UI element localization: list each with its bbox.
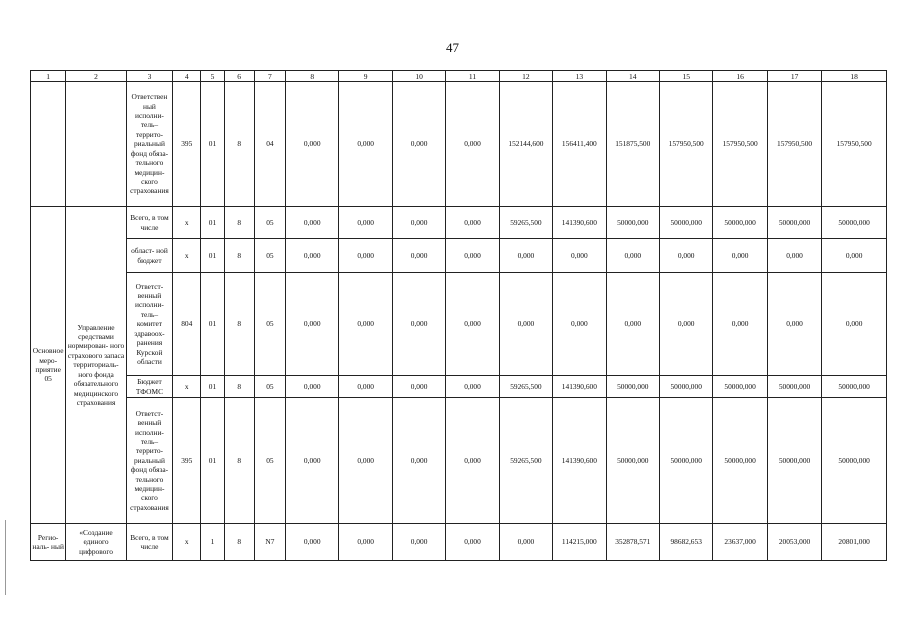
- value-cell: 50000,000: [767, 398, 821, 524]
- column-number: 8: [286, 71, 339, 82]
- value-cell: 20801,000: [822, 524, 887, 561]
- code-cell: 01: [201, 207, 224, 239]
- column-number: 16: [713, 71, 767, 82]
- code-cell: х: [173, 376, 201, 398]
- value-cell: 0,000: [339, 82, 392, 207]
- code-cell: N7: [254, 524, 285, 561]
- value-cell: 352878,571: [606, 524, 659, 561]
- measure-name-cell: Основное меро- приятие 05: [31, 207, 66, 524]
- value-cell: 0,000: [286, 524, 339, 561]
- column-number: 3: [126, 71, 172, 82]
- value-cell: 0,000: [713, 273, 767, 376]
- value-cell: 0,000: [392, 207, 445, 239]
- column-number: 18: [822, 71, 887, 82]
- column-number: 17: [767, 71, 821, 82]
- value-cell: 50000,000: [822, 207, 887, 239]
- value-cell: 0,000: [499, 273, 552, 376]
- table-row: [31, 82, 887, 207]
- value-cell: 141390,600: [553, 207, 606, 239]
- value-cell: 157950,500: [767, 82, 821, 207]
- value-cell: 0,000: [392, 82, 445, 207]
- code-cell: 01: [201, 376, 224, 398]
- value-cell: 0,000: [392, 398, 445, 524]
- column-number: 9: [339, 71, 392, 82]
- value-cell: 0,000: [606, 239, 659, 273]
- table-row: [31, 207, 887, 239]
- value-cell: 0,000: [286, 207, 339, 239]
- value-cell: 0,000: [499, 239, 552, 273]
- code-cell: 8: [224, 273, 254, 376]
- value-cell: 141390,600: [553, 376, 606, 398]
- code-cell: х: [173, 239, 201, 273]
- code-cell: 04: [254, 82, 285, 207]
- value-cell: 59265,500: [499, 376, 552, 398]
- code-cell: 395: [173, 398, 201, 524]
- value-cell: 0,000: [606, 273, 659, 376]
- value-cell: 0,000: [339, 207, 392, 239]
- column-number: 5: [201, 71, 224, 82]
- column-number: 13: [553, 71, 606, 82]
- value-cell: 0,000: [286, 239, 339, 273]
- budget-table: [30, 70, 887, 561]
- empty-cell: [66, 82, 126, 207]
- table-row: [31, 273, 887, 376]
- table-row: [31, 398, 887, 524]
- value-cell: 0,000: [392, 239, 445, 273]
- value-cell: 0,000: [446, 398, 499, 524]
- value-cell: 59265,500: [499, 207, 552, 239]
- value-cell: 59265,500: [499, 398, 552, 524]
- code-cell: 01: [201, 239, 224, 273]
- column-number: 15: [659, 71, 712, 82]
- page-number: 47: [446, 40, 459, 55]
- value-cell: 0,000: [446, 273, 499, 376]
- value-cell: 157950,500: [822, 82, 887, 207]
- value-cell: 0,000: [822, 239, 887, 273]
- code-cell: 395: [173, 82, 201, 207]
- column-number: 2: [66, 71, 126, 82]
- value-cell: 0,000: [392, 273, 445, 376]
- value-cell: 0,000: [286, 398, 339, 524]
- code-cell: 01: [201, 82, 224, 207]
- empty-cell: [31, 82, 66, 207]
- value-cell: 0,000: [392, 376, 445, 398]
- funding-source-cell: област- ной бюджет: [126, 239, 172, 273]
- funding-source-cell: Ответст- венный исполни- тель– комитет здравоох- ранения Курской области: [126, 273, 172, 376]
- value-cell: 152144,600: [499, 82, 552, 207]
- code-cell: х: [173, 524, 201, 561]
- code-cell: 8: [224, 239, 254, 273]
- code-cell: 1: [201, 524, 224, 561]
- code-cell: 8: [224, 398, 254, 524]
- code-cell: 8: [224, 82, 254, 207]
- funding-source-cell: Бюджет ТФОМС: [126, 376, 172, 398]
- measure-description-cell: «Создание единого цифрового: [66, 524, 126, 561]
- value-cell: 0,000: [446, 82, 499, 207]
- column-number: 12: [499, 71, 552, 82]
- code-cell: 8: [224, 207, 254, 239]
- value-cell: 0,000: [659, 239, 712, 273]
- value-cell: 50000,000: [606, 376, 659, 398]
- table-row: [31, 376, 887, 398]
- value-cell: 0,000: [339, 273, 392, 376]
- value-cell: 98682,653: [659, 524, 712, 561]
- value-cell: 156411,400: [553, 82, 606, 207]
- funding-source-cell: Ответст- венный исполни- тель– террито- риальный фонд обяза- тельного медицин- ского страхования: [126, 398, 172, 524]
- value-cell: 0,000: [446, 207, 499, 239]
- code-cell: 804: [173, 273, 201, 376]
- value-cell: 50000,000: [713, 398, 767, 524]
- value-cell: 0,000: [339, 239, 392, 273]
- measure-name-cell: Регио- наль- ный: [31, 524, 66, 561]
- code-cell: 01: [201, 273, 224, 376]
- value-cell: 50000,000: [822, 376, 887, 398]
- value-cell: 0,000: [553, 273, 606, 376]
- value-cell: 141390,600: [553, 398, 606, 524]
- code-cell: 05: [254, 239, 285, 273]
- value-cell: 50000,000: [713, 207, 767, 239]
- funding-source-cell: Ответствен ный исполни- тель– террито- риальный фонд обяза- тельного медицин- ского страхования: [126, 82, 172, 207]
- value-cell: 157950,500: [659, 82, 712, 207]
- code-cell: 05: [254, 207, 285, 239]
- value-cell: 50000,000: [767, 207, 821, 239]
- value-cell: 0,000: [286, 273, 339, 376]
- value-cell: 0,000: [767, 239, 821, 273]
- value-cell: 0,000: [822, 273, 887, 376]
- code-cell: 8: [224, 524, 254, 561]
- value-cell: 0,000: [339, 524, 392, 561]
- value-cell: 0,000: [446, 239, 499, 273]
- column-number: 1: [31, 71, 66, 82]
- value-cell: 0,000: [286, 82, 339, 207]
- value-cell: 151875,500: [606, 82, 659, 207]
- value-cell: 50000,000: [822, 398, 887, 524]
- column-number: 6: [224, 71, 254, 82]
- funding-source-cell: Всего, в том числе: [126, 207, 172, 239]
- value-cell: 20053,000: [767, 524, 821, 561]
- value-cell: 0,000: [339, 376, 392, 398]
- value-cell: 0,000: [446, 524, 499, 561]
- funding-source-cell: Всего, в том числе: [126, 524, 172, 561]
- measure-description-cell: Управление средствами нормирован- ного страхового запаса территориаль- ного фонда обязательного медицинского страхования: [66, 207, 126, 524]
- table-row: [31, 524, 887, 561]
- column-number: 14: [606, 71, 659, 82]
- column-number: 4: [173, 71, 201, 82]
- column-number: 10: [392, 71, 445, 82]
- value-cell: 0,000: [659, 273, 712, 376]
- code-cell: 05: [254, 398, 285, 524]
- value-cell: 50000,000: [659, 376, 712, 398]
- value-cell: 0,000: [339, 398, 392, 524]
- table-header-row: [31, 71, 887, 82]
- value-cell: 157950,500: [713, 82, 767, 207]
- value-cell: 50000,000: [767, 376, 821, 398]
- value-cell: 50000,000: [713, 376, 767, 398]
- column-number: 11: [446, 71, 499, 82]
- value-cell: 50000,000: [606, 207, 659, 239]
- value-cell: 114215,000: [553, 524, 606, 561]
- value-cell: 0,000: [446, 376, 499, 398]
- code-cell: х: [173, 207, 201, 239]
- code-cell: 01: [201, 398, 224, 524]
- code-cell: 05: [254, 273, 285, 376]
- value-cell: 50000,000: [659, 207, 712, 239]
- value-cell: 50000,000: [606, 398, 659, 524]
- code-cell: 05: [254, 376, 285, 398]
- value-cell: 0,000: [767, 273, 821, 376]
- value-cell: 0,000: [713, 239, 767, 273]
- value-cell: 0,000: [499, 524, 552, 561]
- value-cell: 23637,000: [713, 524, 767, 561]
- value-cell: 0,000: [286, 376, 339, 398]
- value-cell: 0,000: [392, 524, 445, 561]
- code-cell: 8: [224, 376, 254, 398]
- table-row: [31, 239, 887, 273]
- scan-margin-line: [5, 520, 6, 595]
- value-cell: 50000,000: [659, 398, 712, 524]
- value-cell: 0,000: [553, 239, 606, 273]
- column-number: 7: [254, 71, 285, 82]
